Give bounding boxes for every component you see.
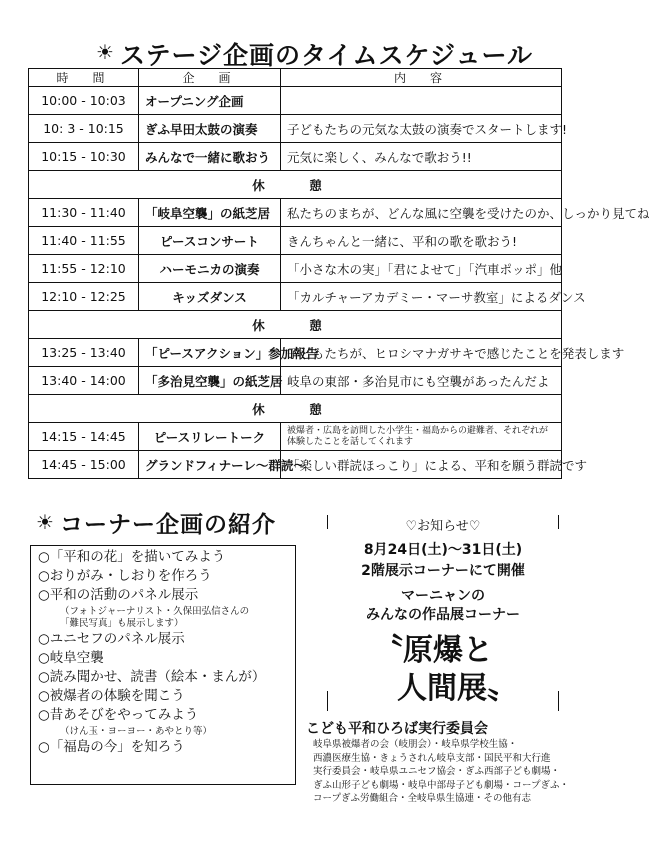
corner-list [38, 548, 294, 757]
header-time: 時 間 [29, 69, 139, 87]
corner-item-note: （フォトジャーナリスト・久保田弘信さんの [60, 605, 250, 617]
row-description: きんちゃんと一緒に、平和の歌を歌おう! [281, 227, 562, 255]
row-description: 「カルチャーアカデミー・マーサ教室」によるダンス [281, 283, 562, 311]
break-row [29, 395, 562, 423]
organizer-member-line: 岐阜県被爆者の会（岐朋会）・岐阜県学校生協・ [313, 739, 518, 750]
row-description: 私たちのまちが、どんな風に空襲を受けたのか、しっかり見てね [281, 199, 562, 227]
organizer-list [313, 738, 569, 806]
row-description: 子どもたちの元気な太鼓の演奏でスタートします! [281, 115, 562, 143]
row-description: 「小さな木の実」「君によせて」「汽車ポッポ」他 [281, 255, 562, 283]
row-time: 11:55 - 12:10 [29, 255, 139, 283]
row-time: 13:40 - 14:00 [29, 367, 139, 395]
notice-title1: 〝原爆と [373, 633, 493, 668]
row-description [281, 87, 562, 115]
row-program: キッズダンス [139, 283, 281, 311]
row-time: 14:15 - 14:45 [29, 423, 139, 451]
schedule-table [28, 68, 650, 479]
row-program: ピースコンサート [139, 227, 281, 255]
schedule-row [29, 143, 562, 171]
row-description: 岐阜の東部・多治見市にも空襲があったんだよ [281, 367, 562, 395]
schedule-row [29, 339, 562, 367]
schedule-row [29, 255, 562, 283]
row-time: 14:45 - 15:00 [29, 451, 139, 479]
row-time: 10: 3 - 10:15 [29, 115, 139, 143]
schedule-row [29, 115, 562, 143]
schedule-row [29, 283, 562, 311]
row-program: 「岐阜空襲」の紙芝居 [139, 199, 281, 227]
organizer-member-line: 西濃医療生協・きょうされん岐阜支部・国民平和大行進 [313, 752, 551, 764]
corner-item: ○おりがみ・しおりを作ろう [38, 568, 212, 585]
organizer-title: こども平和ひろば実行委員会 [306, 721, 488, 737]
notice-venue: 2階展示コーナーにて開催 [361, 563, 525, 579]
corner-item-note: 「難民写真」も展示します） [60, 617, 184, 629]
sun-icon: ☀ [36, 510, 54, 534]
row-program: オープニング企画 [139, 87, 281, 115]
row-time: 10:00 - 10:03 [29, 87, 139, 115]
break-label: 休 憩 [29, 395, 562, 423]
corner-item: ○平和の活動のパネル展示 [38, 587, 199, 604]
corner-item: ○ユニセフのパネル展示 [38, 630, 185, 647]
row-program: みんなで一緒に歌おう [139, 143, 281, 171]
sun-icon: ☀ [96, 40, 114, 64]
schedule-row [29, 423, 562, 451]
schedule-row [29, 199, 562, 227]
schedule-row [29, 87, 562, 115]
row-time: 10:15 - 10:30 [29, 143, 139, 171]
corner-item: ○読み聞かせ、読書（絵本・まんが） [38, 669, 266, 686]
break-label: 休 憩 [29, 171, 562, 199]
schedule-row [29, 227, 562, 255]
break-label: 休 憩 [29, 311, 562, 339]
row-description: 元気に楽しく、みんなで歌おう!! [281, 143, 562, 171]
schedule-row [29, 451, 562, 479]
break-row [29, 311, 562, 339]
row-time: 12:10 - 12:25 [29, 283, 139, 311]
notice-panel [327, 515, 559, 720]
row-time: 11:40 - 11:55 [29, 227, 139, 255]
notice-heading: ♡お知らせ♡ [405, 519, 481, 534]
notice-dates: 8月24日(土)〜31日(土) [363, 542, 523, 558]
header-content: 内 容 [281, 69, 562, 87]
notice-title2: 人間展〟 [397, 671, 517, 706]
row-program: 「多治見空襲」の紙芝居 [139, 367, 281, 395]
notice-sub1: マーニャンの [401, 588, 485, 604]
row-program: グランドフィナーレ〜群読〜 [139, 451, 281, 479]
row-program: ハーモニカの演奏 [139, 255, 281, 283]
break-row [29, 171, 562, 199]
notice-sub2: みんなの作品展コーナー [366, 607, 520, 623]
row-program: ぎふ早田太鼓の演奏 [139, 115, 281, 143]
row-program: 「ピースアクション」参加報告 [139, 339, 281, 367]
row-time: 11:30 - 11:40 [29, 199, 139, 227]
corner-item: ○「福島の今」を知ろう [38, 738, 185, 755]
corner-title: コーナー企画の紹介 [60, 512, 276, 538]
stage-schedule-title: ステージ企画のタイムスケジュール [120, 41, 534, 70]
row-description: 「楽しい群読ほっこり」による、平和を願う群読です [281, 451, 562, 479]
row-description: 子どもたちが、ヒロシマナガサキで感じたことを発表します [281, 339, 562, 367]
header-program: 企 画 [139, 69, 281, 87]
corner-item: ○昔あそびをやってみよう [38, 707, 199, 724]
corner-item: ○被爆者の体験を聞こう [38, 688, 185, 705]
organizer-member-line: コープぎふ労働組合・全岐阜県生協連・その他有志 [313, 793, 532, 804]
row-time: 13:25 - 13:40 [29, 339, 139, 367]
organizer-member-line: 実行委員会・岐阜県ユニセフ協会・ぎふ西部子ども劇場・ [313, 766, 561, 777]
schedule-row [29, 367, 562, 395]
row-description: 被爆者・広島を訪問した小学生・福島からの避難者、それぞれが体験したことを話してくれます [281, 423, 562, 451]
corner-item: ○岐阜空襲 [38, 649, 104, 666]
organizer-member-line: ぎふ山形子ども劇場・岐阜中部母子ども劇場・コープぎふ・ [313, 779, 570, 791]
corner-item-note: （けん玉・ヨーヨー・あやとり等） [60, 725, 213, 737]
row-program: ピースリレートーク [139, 423, 281, 451]
corner-item: ○「平和の花」を描いてみよう [38, 549, 226, 565]
